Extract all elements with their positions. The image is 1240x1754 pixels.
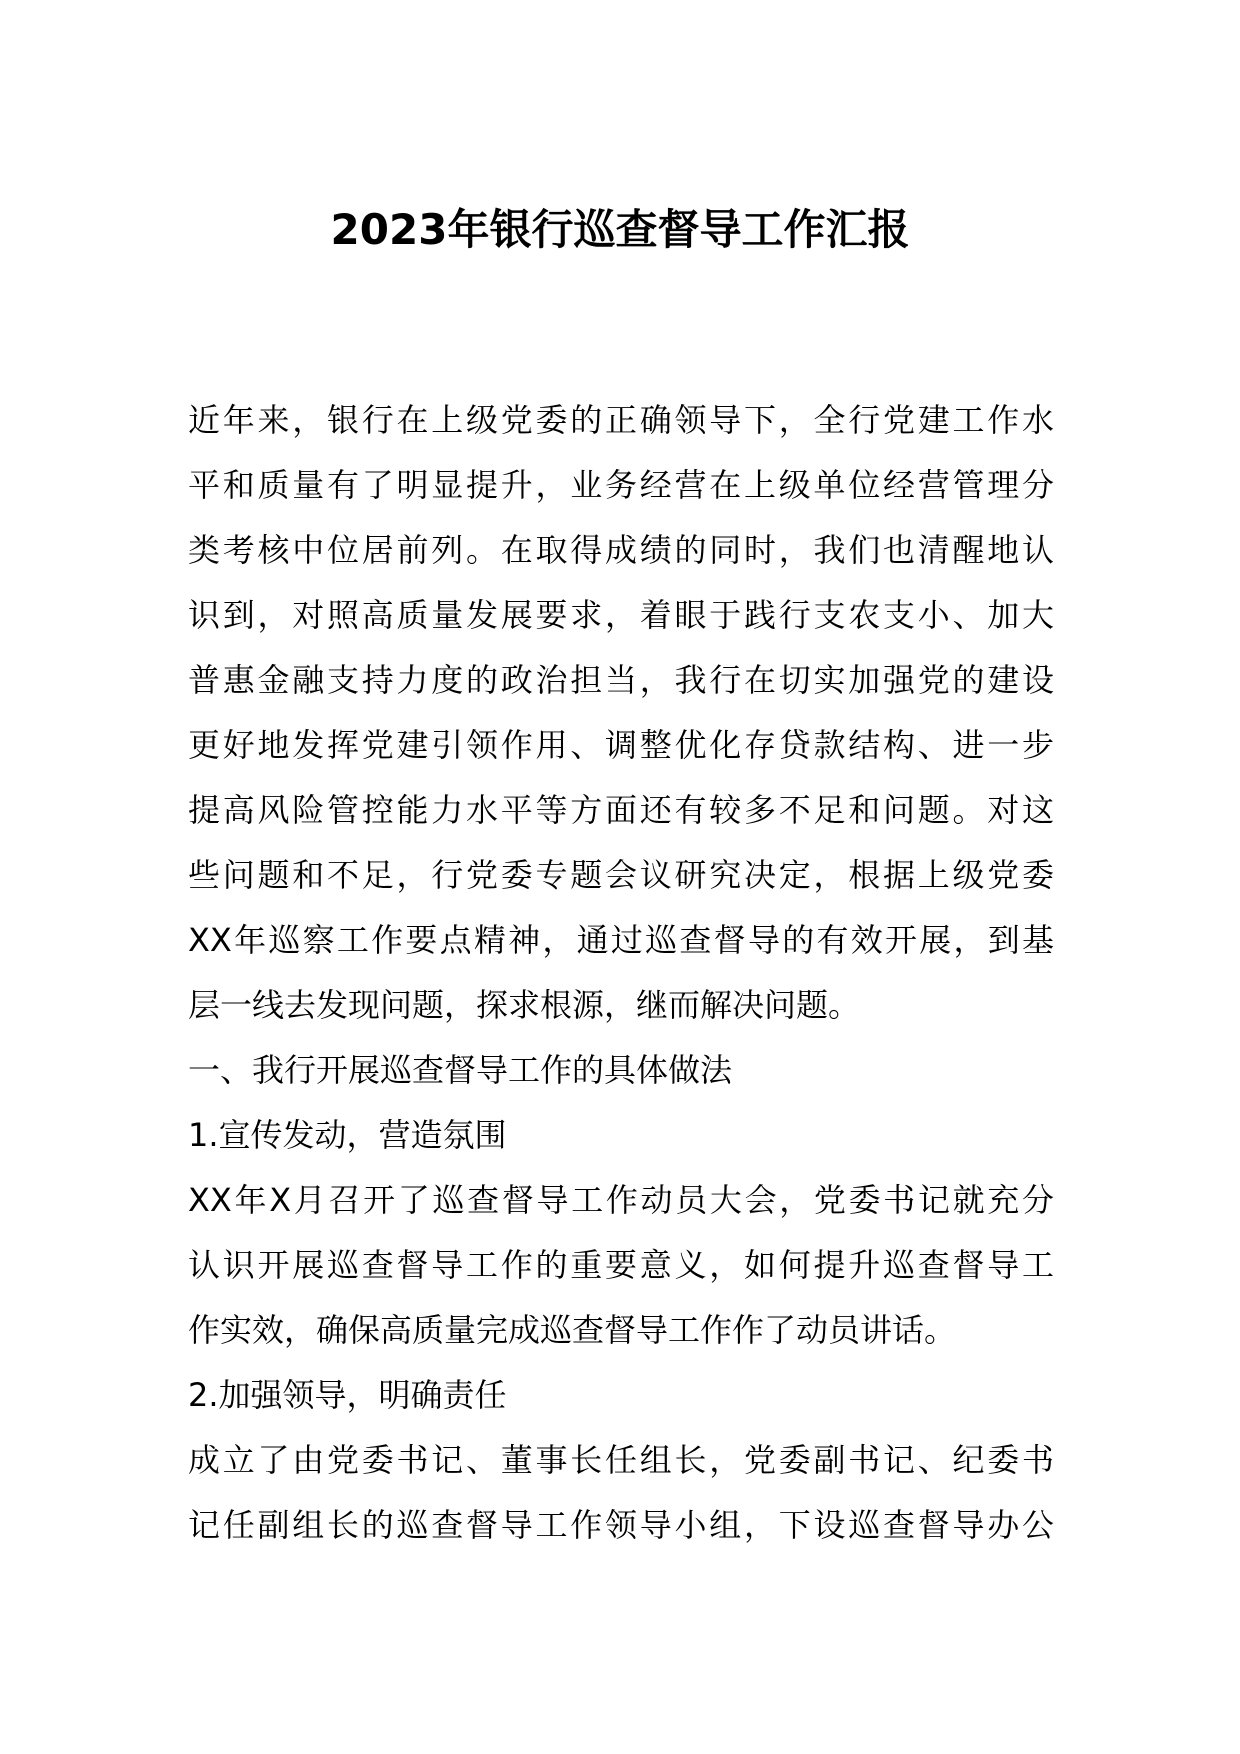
document-line: 作实效，确保高质量完成巡查督导工作作了动员讲话。 [188,1311,957,1349]
document-line: 提高风险管控能力水平等方面还有较多不足和问题。对这 [188,791,1054,829]
document-line: 1.宣传发动，营造氛围 [188,1116,507,1154]
document-line: 2.加强领导，明确责任 [188,1376,507,1414]
document-line: 更好地发挥党建引领作用、调整优化存贷款结构、进一步 [188,726,1054,764]
document-line: XX年巡察工作要点精神，通过巡查督导的有效开展，到基 [188,921,1054,959]
document-line: 层一线去发现问题，探求根源，继而解决问题。 [188,986,861,1024]
document-line: 记任副组长的巡查督导工作领导小组，下设巡查督导办公 [188,1506,1054,1544]
document-line: 成立了由党委书记、董事长任组长，党委副书记、纪委书 [188,1441,1054,1479]
document-line: 一、我行开展巡查督导工作的具体做法 [188,1051,733,1089]
document-line: 近年来，银行在上级党委的正确领导下，全行党建工作水 [188,401,1054,439]
document-title: 2023年银行巡查督导工作汇报 [330,205,910,254]
document-line: 认识开展巡查督导工作的重要意义，如何提升巡查督导工 [188,1246,1054,1284]
document-line: 些问题和不足，行党委专题会议研究决定，根据上级党委 [188,856,1054,894]
document-line: 平和质量有了明显提升，业务经营在上级单位经营管理分 [188,466,1054,504]
document-line: 类考核中位居前列。在取得成绩的同时，我们也清醒地认 [188,531,1054,569]
document-line: 识到，对照高质量发展要求，着眼于践行支农支小、加大 [188,596,1054,634]
document-line: 普惠金融支持力度的政治担当，我行在切实加强党的建设 [188,661,1054,699]
document-line: XX年X月召开了巡查督导工作动员大会，党委书记就充分 [188,1181,1054,1219]
document-body [188,388,1054,1558]
